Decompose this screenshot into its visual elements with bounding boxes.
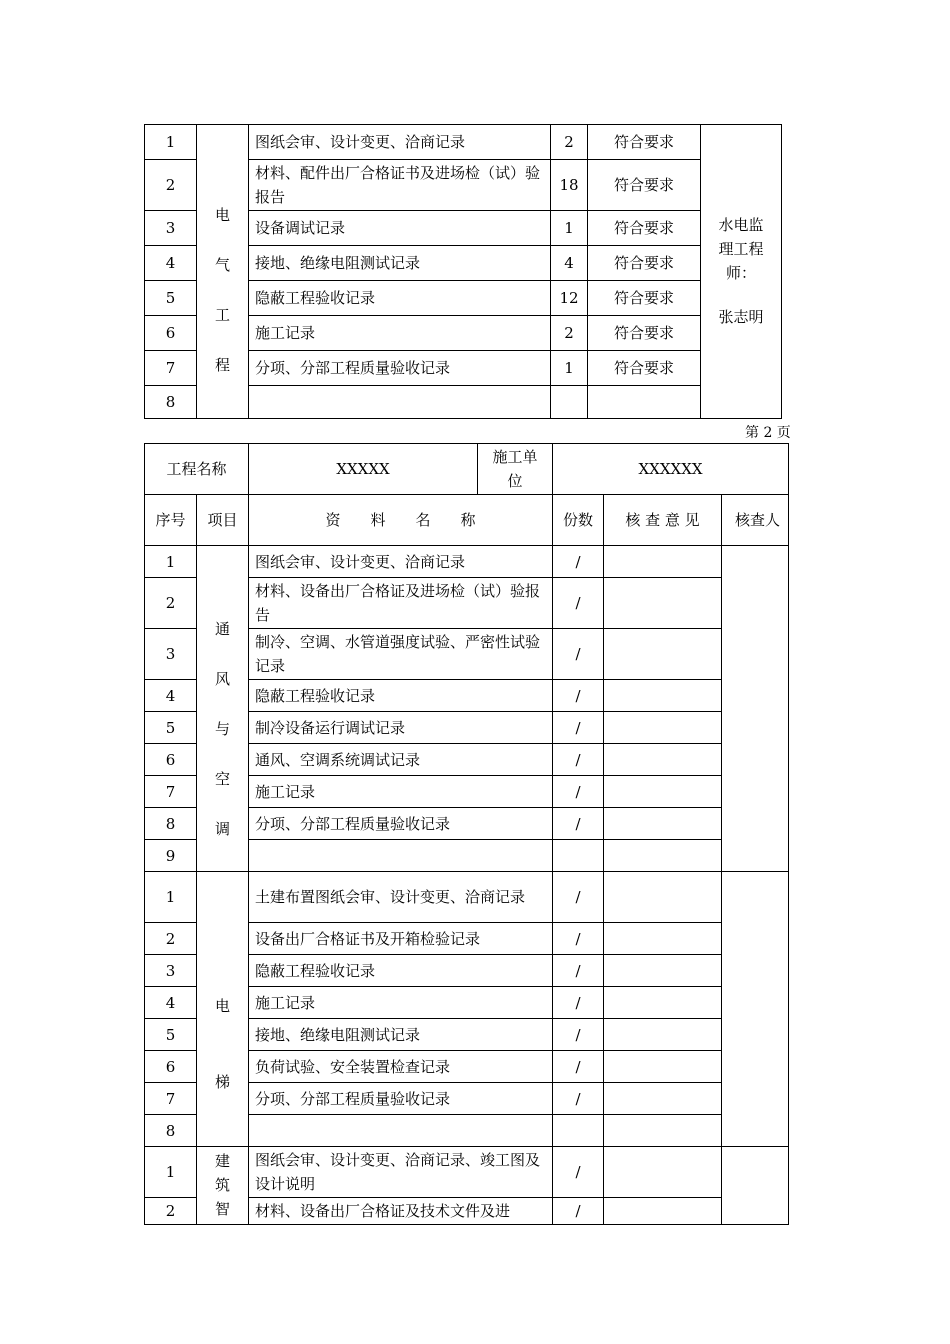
col-header-opinion: 核 查 意 见: [604, 495, 722, 546]
category-cell: [197, 546, 249, 872]
copy-count: /: [553, 1051, 604, 1083]
document-name: 材料、设备出厂合格证及进场检（试）验报告: [249, 578, 553, 629]
document-name: 图纸会审、设计变更、洽商记录、竣工图及设计说明: [249, 1147, 553, 1198]
review-opinion: [604, 808, 722, 840]
row-number: 6: [145, 744, 197, 776]
row-number: 8: [145, 386, 197, 419]
document-name: 材料、设备出厂合格证及技术文件及进: [249, 1198, 553, 1225]
col-header-name: 资 料 名 称: [249, 495, 553, 546]
copy-count: 18: [551, 160, 588, 211]
row-number: 4: [145, 680, 197, 712]
category-char: 气: [214, 255, 230, 274]
review-opinion: 符合要求: [588, 125, 701, 160]
row-number: 1: [145, 125, 197, 160]
row-number: 3: [145, 955, 197, 987]
contractor-value: XXXXXX: [553, 444, 789, 495]
review-opinion: 符合要求: [588, 246, 701, 281]
row-number: 5: [145, 281, 197, 316]
copy-count: /: [553, 1147, 604, 1198]
row-number: 6: [145, 1051, 197, 1083]
document-name: 制冷、空调、水管道强度试验、严密性试验记录: [249, 629, 553, 680]
project-name-label: 工程名称: [145, 444, 249, 495]
copy-count: [553, 840, 604, 872]
review-opinion: [604, 680, 722, 712]
review-opinion: [604, 1083, 722, 1115]
reviewer-line: 水电监: [718, 216, 764, 234]
review-opinion: 符合要求: [588, 281, 701, 316]
copy-count: /: [553, 955, 604, 987]
copy-count: /: [553, 546, 604, 578]
review-opinion: [604, 712, 722, 744]
col-header-no: 序号: [145, 495, 197, 546]
copy-count: /: [553, 923, 604, 955]
document-name: 设备调试记录: [249, 211, 551, 246]
row-number: 2: [145, 160, 197, 211]
review-opinion: 符合要求: [588, 351, 701, 386]
document-name: 分项、分部工程质量验收记录: [249, 808, 553, 840]
category-char: 与: [215, 719, 231, 738]
review-opinion: [604, 1198, 722, 1225]
review-opinion: 符合要求: [588, 316, 701, 351]
copy-count: /: [553, 808, 604, 840]
document-name: 接地、绝缘电阻测试记录: [249, 246, 551, 281]
copy-count: 4: [551, 246, 588, 281]
review-opinion: [588, 386, 701, 419]
reviewer-line: [707, 285, 775, 305]
electrical-section-table: [144, 124, 782, 419]
copy-count: 2: [551, 125, 588, 160]
copy-count: 2: [551, 316, 588, 351]
reviewer-name: 张志明: [718, 308, 764, 326]
reviewer-cell: [701, 125, 782, 419]
category-cell: [197, 872, 249, 1147]
checker-cell: [722, 872, 789, 1147]
category-char: 风: [215, 669, 231, 688]
copy-count: /: [553, 629, 604, 680]
copy-count: /: [553, 744, 604, 776]
review-opinion: [604, 923, 722, 955]
copy-count: /: [553, 712, 604, 744]
category-char: 电: [215, 997, 231, 1015]
checker-cell: [722, 1147, 789, 1225]
row-number: 2: [145, 923, 197, 955]
copy-count: /: [553, 776, 604, 808]
review-opinion: [604, 1147, 722, 1198]
row-number: 8: [145, 808, 197, 840]
document-name: [249, 840, 553, 872]
category-char: 空: [215, 769, 231, 788]
review-opinion: [604, 629, 722, 680]
row-number: 6: [145, 316, 197, 351]
column-header-row: [145, 495, 789, 546]
document-name: 图纸会审、设计变更、洽商记录: [249, 546, 553, 578]
row-number: 8: [145, 1115, 197, 1147]
review-opinion: [604, 1115, 722, 1147]
category-char: 程: [214, 355, 230, 374]
category-char: 工: [214, 305, 230, 324]
document-name: 施工记录: [249, 776, 553, 808]
col-header-item: 项目: [197, 495, 249, 546]
document-check-table: [144, 443, 789, 1225]
copy-count: 12: [551, 281, 588, 316]
copy-count: /: [553, 987, 604, 1019]
copy-count: /: [553, 1019, 604, 1051]
document-name: 分项、分部工程质量验收记录: [249, 1083, 553, 1115]
contractor-label: 施工单位: [478, 444, 553, 495]
category-char: 电: [214, 205, 230, 224]
category-char: 调: [215, 819, 231, 838]
copy-count: /: [553, 680, 604, 712]
document-name: 图纸会审、设计变更、洽商记录: [249, 125, 551, 160]
document-name: 施工记录: [249, 987, 553, 1019]
review-opinion: [604, 546, 722, 578]
document-name: 隐蔽工程验收记录: [249, 955, 553, 987]
row-number: 1: [145, 1147, 197, 1198]
table-row: [145, 546, 789, 578]
document-name: 隐蔽工程验收记录: [249, 680, 553, 712]
document-name: 设备出厂合格证书及开箱检验记录: [249, 923, 553, 955]
reviewer-line: 理工程: [718, 240, 764, 258]
document-name: 土建布置图纸会审、设计变更、洽商记录: [249, 872, 553, 923]
copy-count: /: [553, 1198, 604, 1225]
review-opinion: [604, 744, 722, 776]
copy-count: [553, 1115, 604, 1147]
row-number: 3: [145, 211, 197, 246]
row-number: 9: [145, 840, 197, 872]
category-cell: [197, 125, 249, 419]
row-number: 7: [145, 776, 197, 808]
copy-count: 1: [551, 211, 588, 246]
row-number: 7: [145, 351, 197, 386]
category-cell: [197, 1147, 249, 1225]
document-name: 负荷试验、安全装置检查记录: [249, 1051, 553, 1083]
row-number: 7: [145, 1083, 197, 1115]
copy-count: /: [553, 578, 604, 629]
review-opinion: [604, 955, 722, 987]
review-opinion: 符合要求: [588, 160, 701, 211]
category-char: 建: [215, 1152, 231, 1170]
row-number: 1: [145, 872, 197, 923]
review-opinion: [604, 987, 722, 1019]
row-number: 2: [145, 578, 197, 629]
table-row: [145, 872, 789, 923]
row-number: 5: [145, 1019, 197, 1051]
document-name: 分项、分部工程质量验收记录: [249, 351, 551, 386]
table-row: [145, 1147, 789, 1198]
row-number: 2: [145, 1198, 197, 1225]
category-char: 通: [215, 619, 231, 638]
checker-cell: [722, 546, 789, 872]
page-number: 第 2 页: [745, 425, 791, 441]
category-char: 梯: [215, 1073, 231, 1091]
project-name-value: XXXXX: [249, 444, 478, 495]
copy-count: /: [553, 872, 604, 923]
copy-count: 1: [551, 351, 588, 386]
document-name: 材料、配件出厂合格证书及进场检（试）验报告: [249, 160, 551, 211]
document-name: [249, 1115, 553, 1147]
header-row: [145, 444, 789, 495]
document-name: 施工记录: [249, 316, 551, 351]
reviewer-line: 师：: [725, 264, 756, 282]
review-opinion: [604, 1051, 722, 1083]
review-opinion: [604, 1019, 722, 1051]
document-name: [249, 386, 551, 419]
review-opinion: [604, 840, 722, 872]
copy-count: /: [553, 1083, 604, 1115]
copy-count: [551, 386, 588, 419]
review-opinion: [604, 872, 722, 923]
row-number: 1: [145, 546, 197, 578]
review-opinion: 符合要求: [588, 211, 701, 246]
category-char: 智: [215, 1200, 231, 1218]
row-number: 3: [145, 629, 197, 680]
table-row: [145, 125, 782, 160]
col-header-count: 份数: [553, 495, 604, 546]
document-name: 制冷设备运行调试记录: [249, 712, 553, 744]
row-number: 4: [145, 987, 197, 1019]
review-opinion: [604, 776, 722, 808]
document-name: 隐蔽工程验收记录: [249, 281, 551, 316]
col-header-checker: 核查人: [722, 495, 789, 546]
review-opinion: [604, 578, 722, 629]
document-name: 通风、空调系统调试记录: [249, 744, 553, 776]
row-number: 5: [145, 712, 197, 744]
category-char: 筑: [215, 1176, 231, 1194]
row-number: 4: [145, 246, 197, 281]
document-name: 接地、绝缘电阻测试记录: [249, 1019, 553, 1051]
